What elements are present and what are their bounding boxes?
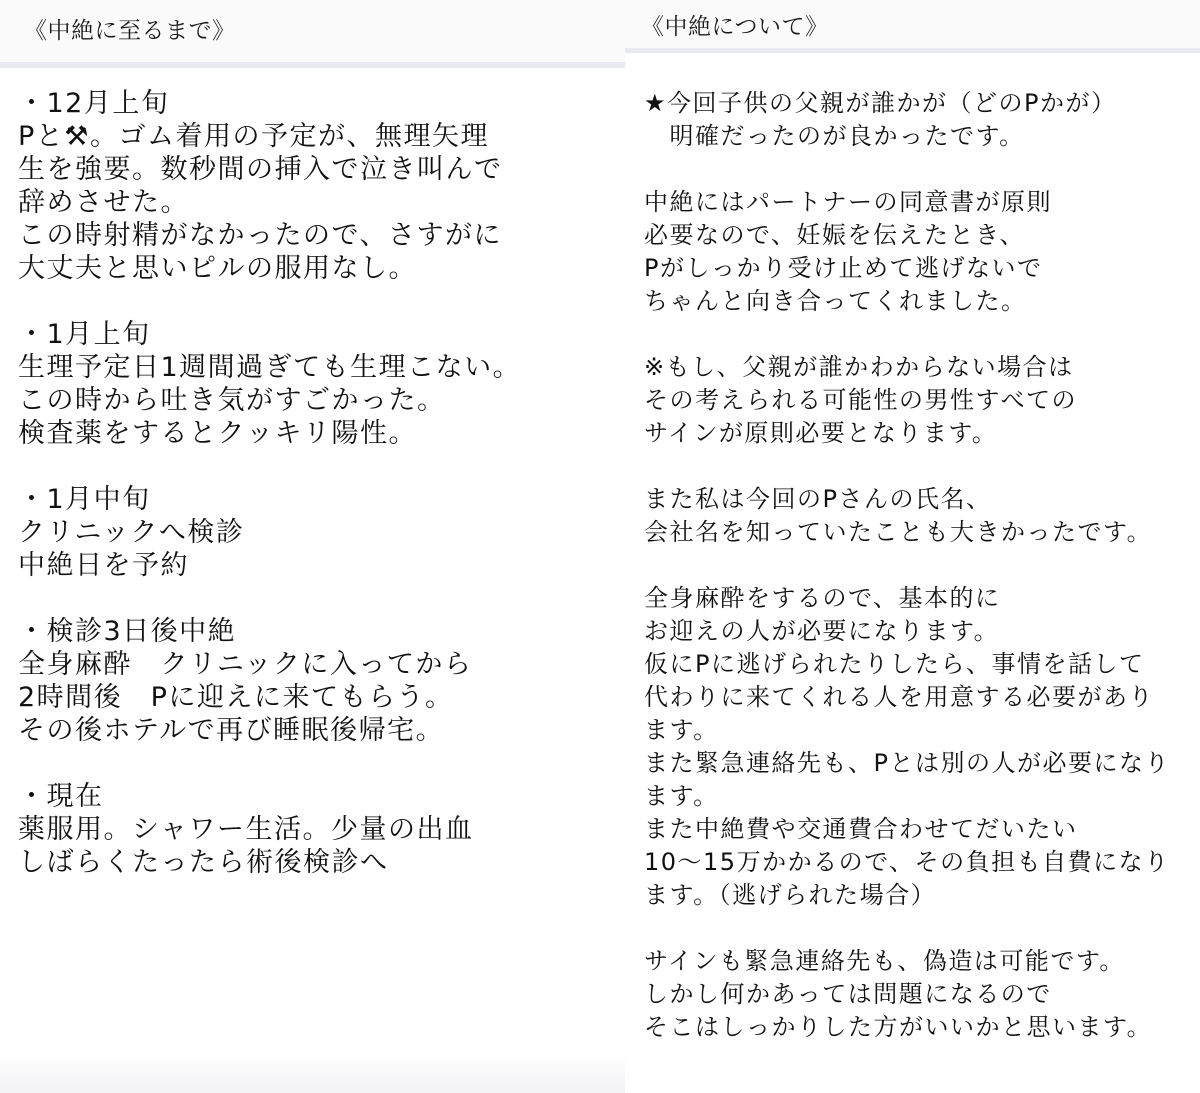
section-text-line: この時から吐き気がすごかった。 (18, 385, 446, 416)
left-panel-title: 《中絶に至るまで》 (24, 18, 236, 44)
left-panel-header (0, 0, 625, 68)
right-panel (625, 0, 1200, 1093)
paragraph-text-line: 仮にPに逃げられたりしたら、事情を話して (644, 650, 1145, 678)
paragraph-text-line: 明確だったのが良かったです。 (644, 122, 1025, 150)
left-panel-content (18, 87, 625, 879)
paragraph-text-line: ちゃんと向き合ってくれました。 (644, 287, 1027, 315)
info-paragraph (644, 351, 1200, 450)
section-heading: ・現在 (18, 781, 104, 812)
section-text-line: その後ホテルで再び睡眠後帰宅。 (18, 715, 445, 746)
section-text-line: 大丈夫と思いピルの服用なし。 (18, 253, 417, 284)
paragraph-text-line: また私は今回のPさんの氏名、 (644, 485, 992, 513)
paragraph-text-line: 会社名を知っていたことも大きかったです。 (644, 518, 1153, 546)
timeline-section (18, 318, 625, 450)
section-text-line: 中絶日を予約 (18, 550, 189, 581)
section-heading: ・検診3日後中絶 (18, 616, 237, 647)
paragraph-text-line: サインも緊急連絡先も、偽造は可能です。 (644, 947, 1125, 975)
timeline-section (18, 483, 625, 582)
paragraph-text-line: 中絶にはパートナーの同意書が原則 (644, 188, 1052, 216)
info-paragraph (644, 87, 1200, 153)
section-text-line: 薬服用。シャワー生活。少量の出血 (18, 814, 474, 845)
paragraph-spacer (644, 153, 1200, 186)
info-paragraph (644, 945, 1200, 1044)
section-text-line: しばらくたったら術後検診へ (18, 847, 389, 878)
paragraph-text-line: サインが原則必要となります。 (644, 419, 998, 447)
info-paragraph (644, 483, 1200, 549)
section-text-line: Pと⚒。ゴム着用の予定が、無理矢理 (18, 121, 489, 152)
section-text-line: 生を強要。数秒間の挿入で泣き叫んで (18, 154, 503, 185)
info-paragraph (644, 582, 1200, 912)
section-text-line: 2時間後 Pに迎えに来てもらう。 (18, 682, 454, 713)
paragraph-spacer (18, 747, 625, 780)
paragraph-text-line: ます。 (644, 716, 719, 744)
section-text-line: 検査薬をするとクッキリ陽性。 (18, 418, 417, 449)
paragraph-text-line: Pがしっかり受け止めて逃げないで (644, 254, 1043, 282)
info-paragraph (644, 186, 1200, 318)
timeline-section (18, 87, 625, 285)
paragraph-spacer (644, 549, 1200, 582)
paragraph-text-line: お迎えの人が必要になります。 (644, 617, 1000, 645)
section-text-line: クリニックへ検診 (18, 517, 245, 548)
paragraph-text-line: 全身麻酔をするので、基本的に (644, 584, 1001, 612)
paragraph-text-line: ★今回子供の父親が誰かが（どのPかが） (644, 89, 1117, 117)
paragraph-text-line: また中絶費や交通費合わせてだいたい (644, 815, 1078, 843)
right-panel-header (625, 0, 1200, 53)
section-text-line: この時射精がなかったので、さすがに (18, 220, 502, 251)
left-panel-bottom-shade (0, 1053, 625, 1093)
paragraph-text-line: ます。（逃げられた場合） (644, 881, 937, 909)
paragraph-text-line: 必要なので、妊娠を伝えたとき、 (644, 221, 1026, 249)
paragraph-spacer (644, 318, 1200, 351)
paragraph-text-line: 10〜15万かかるので、その負担も自費になり (644, 848, 1170, 876)
section-text-line: 全身麻酔 クリニックに入ってから (18, 649, 473, 680)
right-panel-title: 《中絶について》 (641, 14, 829, 40)
section-heading: ・1月上旬 (18, 319, 151, 350)
paragraph-text-line: 代わりに来てくれる人を用意する必要があり (644, 683, 1154, 711)
paragraph-spacer (644, 912, 1200, 945)
paragraph-text-line: しかし何かあっては問題になるので (644, 980, 1052, 1008)
paragraph-spacer (644, 450, 1200, 483)
timeline-section (18, 615, 625, 747)
paragraph-spacer (18, 450, 625, 483)
paragraph-spacer (18, 582, 625, 615)
paragraph-text-line: その考えられる可能性の男性すべての (644, 386, 1078, 414)
section-heading: ・12月上旬 (18, 88, 170, 119)
paragraph-text-line: ます。 (644, 782, 719, 810)
section-text-line: 辞めさせた。 (18, 187, 189, 218)
paragraph-text-line: そこはしっかりした方がいいかと思います。 (644, 1013, 1153, 1041)
paragraph-text-line: ※もし、父親が誰かわからない場合は (644, 353, 1074, 381)
section-heading: ・1月中旬 (18, 484, 151, 515)
paragraph-text-line: また緊急連絡先も、Pとは別の人が必要になり (644, 749, 1170, 777)
right-panel-content (644, 87, 1200, 1044)
timeline-section (18, 780, 625, 879)
paragraph-spacer (18, 285, 625, 318)
section-text-line: 生理予定日1週間過ぎても生理こない。 (18, 352, 522, 383)
